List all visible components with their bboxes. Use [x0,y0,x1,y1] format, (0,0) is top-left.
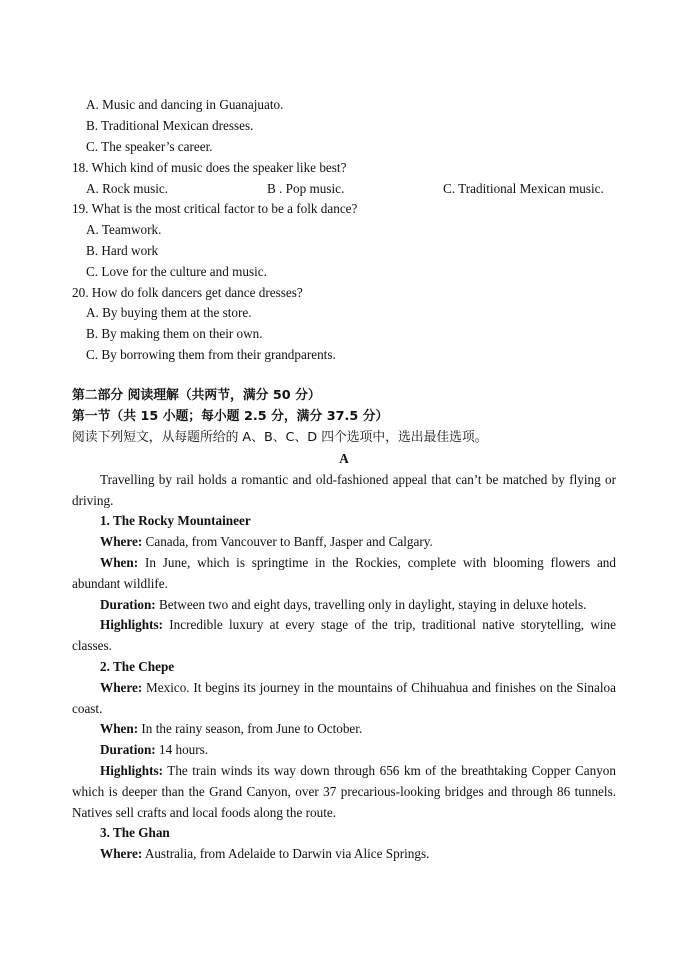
train1-duration [100,595,586,616]
train1-heading: 1. The Rocky Mountaineer [100,513,251,528]
train2-where [72,678,616,720]
train2-when-label: When: [100,721,139,736]
q17-option-a: A. Music and dancing in Guanajuato. [86,97,284,112]
q20-option-c: C. By borrowing them from their grandparents. [86,347,336,362]
train2-when-text: In the rainy season, from June to October. [138,721,363,736]
train3-heading: 3. The Ghan [100,825,170,840]
train2-where-label: Where: [100,680,143,695]
train1-when-label: When: [100,555,139,570]
train2-highlights-label: Highlights: [100,763,164,778]
section-instruction: 阅读下列短文，从每题所给的 A、B、C、D 四个选项中，选出最佳选项。 [72,430,488,445]
q19-option-a: A. Teamwork. [86,222,162,237]
train1-when [72,553,616,595]
train1-where [100,532,433,553]
train2-heading: 2. The Chepe [100,659,175,674]
train2-where-text: Mexico. It begins its journey in the mountains of Chihuahua and finishes on the Sinaloa coast. [72,680,616,716]
train2-highlights-text: The train winds its way down through 656 km of the breathtaking Copper Canyon which is deeper than the Grand Canyon, over 37 precarious-looking bridges and through 86 tunnels. Natives sell crafts and local foods along the route. [72,763,616,820]
q20-stem: 20. How do folk dancers get dance dresses? [72,285,303,300]
q18-option-c: C. Traditional Mexican music. [443,181,604,196]
passage-letter: A [339,451,349,466]
train1-where-label: Where: [100,534,143,549]
train2-duration-label: Duration: [100,742,156,757]
q18-option-a: A. Rock music. [86,181,169,196]
q18-option-b: B . Pop music. [267,181,345,196]
train2-duration-text: 14 hours. [155,742,209,757]
q17-option-b: B. Traditional Mexican dresses. [86,118,254,133]
train1-highlights-label: Highlights: [100,617,164,632]
q19-stem: 19. What is the most critical factor to be a folk dance? [72,201,358,216]
train3-where-label: Where: [100,846,143,861]
train3-where [100,844,429,865]
q18-stem: 18. Which kind of music does the speaker like best? [72,160,347,175]
train3-where-text: Australia, from Adelaide to Darwin via Alice Springs. [142,846,430,861]
q17-option-c: C. The speaker’s career. [86,139,213,154]
q20-option-a: A. By buying them at the store. [86,305,252,320]
train2-duration [100,740,208,761]
train2-when [100,719,362,740]
train2-highlights [72,761,616,823]
train1-duration-text: Between two and eight days, travelling only in daylight, staying in deluxe hotels. [155,597,587,612]
passage-intro: Travelling by rail holds a romantic and old-fashioned appeal that can’t be matched by flying or driving. [72,472,616,508]
train1-highlights-text: Incredible luxury at every stage of the trip, traditional native storytelling, wine classes. [72,617,616,653]
q19-option-c: C. Love for the culture and music. [86,264,267,279]
q20-option-b: B. By making them on their own. [86,326,263,341]
train1-duration-label: Duration: [100,597,156,612]
part-title: 第二部分 阅读理解（共两节，满分 50 分） [72,388,321,403]
train1-highlights [72,615,616,657]
q19-option-b: B. Hard work [86,243,159,258]
train1-where-text: Canada, from Vancouver to Banff, Jasper and Calgary. [142,534,433,549]
section-subtitle: 第一节（共 15 小题；每小题 2.5 分，满分 37.5 分） [72,409,389,424]
train1-when-text: In June, which is springtime in the Rockies, complete with blooming flowers and abundant wildlife. [72,555,616,591]
